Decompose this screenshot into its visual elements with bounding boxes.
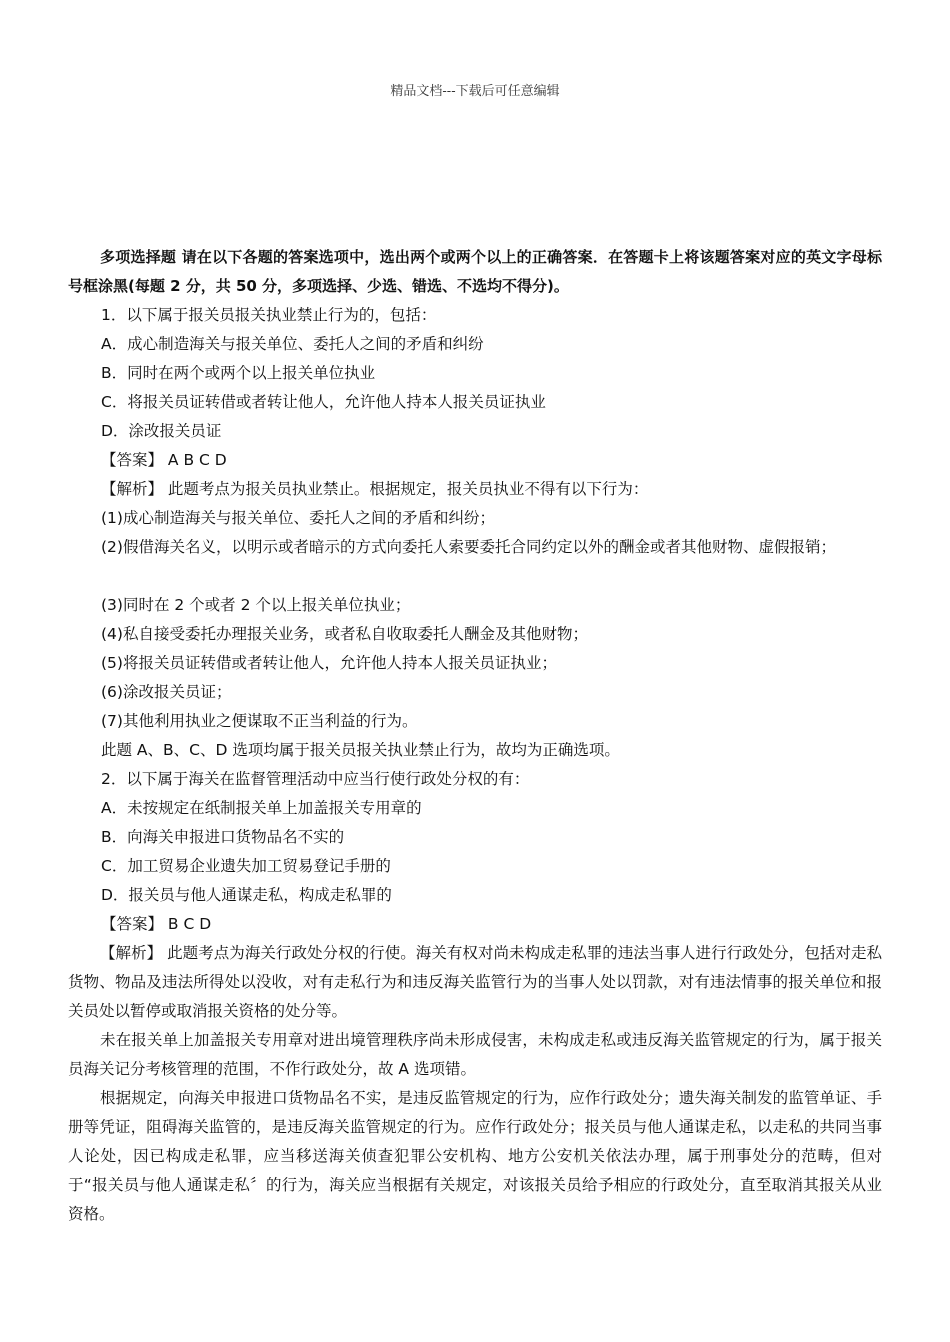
q1-item-6: (6)涂改报关员证； xyxy=(101,683,232,701)
page-header: 精品文档---下载后可任意编辑 xyxy=(390,84,560,99)
q1-stem: 1．以下属于报关员报关执业禁止行为的，包括： xyxy=(101,306,437,324)
q1-option-c: C．将报关员证转借或者转让他人，允许他人持本人报关员证执业 xyxy=(101,393,546,411)
q1-item-7: (7)其他利用执业之便谋取不正当利益的行为。 xyxy=(101,712,418,730)
section-intro: 多项选择题 请在以下各题的答案选项中，选出两个或两个以上的正确答案．在答题卡上将该题答案对应的英文字母标号框涂黑(每题 2 分，共 50 分，多项选择、少选、错选、不选均不得分)。 xyxy=(68,248,882,295)
q1-item-4: (4)私自接受委托办理报关业务，或者私自收取委托人酬金及其他财物； xyxy=(101,625,588,643)
q1-conclusion: 此题 A、B、C、D 选项均属于报关员报关执业禁止行为，故均为正确选项。 xyxy=(101,741,620,759)
spacer xyxy=(68,562,882,591)
q2-answer: 【答案】 B C D xyxy=(101,915,212,933)
q1-option-a: A．成心制造海关与报关单位、委托人之间的矛盾和纠纷 xyxy=(101,335,484,353)
q1-item-2: (2)假借海关名义，以明示或者暗示的方式向委托人索要委托合同约定以外的酬金或者其他财物、虚假报销； xyxy=(101,538,836,556)
q2-analysis: 【解析】 此题考点为海关行政处分权的行使。海关有权对尚未构成走私罪的违法当事人进行行政处分，包括对走私货物、物品及违法所得处以没收，对有走私行为和违反海关监管行为的当事人处以罚款，对有违法情事的报关单位和报关员处以暂停或取消报关资格的处分等。 xyxy=(68,944,882,1020)
q2-option-d: D．报关员与他人通谋走私，构成走私罪的 xyxy=(101,886,392,904)
q1-item-1: (1)成心制造海关与报关单位、委托人之间的矛盾和纠纷； xyxy=(101,509,495,527)
document-body xyxy=(68,243,882,1229)
q2-paragraph-3: 根据规定，向海关申报进口货物品名不实，是违反监管规定的行为，应作行政处分；遗失海关制发的监管单证、手册等凭证，阻碍海关监管的，是违反海关监管规定的行为。应作行政处分；报关员与他人通谋走私，以走私的共同当事人论处，因已构成走私罪，应当移送海关侦查犯罪公安机构、地方公安机关依法办理，属于刑事处分的范畴，但对于“报关员与他人通谋走私〞的行为，海关应当根据有关规定，对该报关员给予相应的行政处分，直至取消其报关从业资格。 xyxy=(68,1089,882,1223)
q2-paragraph-2: 未在报关单上加盖报关专用章对进出境管理秩序尚未形成侵害，未构成走私或违反海关监管规定的行为，属于报关员海关记分考核管理的范围，不作行政处分，故 A 选项错。 xyxy=(68,1031,882,1078)
q2-option-c: C．加工贸易企业遗失加工贸易登记手册的 xyxy=(101,857,391,875)
q1-option-d: D．涂改报关员证 xyxy=(101,422,222,440)
q1-option-b: B．同时在两个或两个以上报关单位执业 xyxy=(101,364,376,382)
q1-item-5: (5)将报关员证转借或者转让他人，允许他人持本人报关员证执业； xyxy=(101,654,557,672)
q2-option-a: A．未按规定在纸制报关单上加盖报关专用章的 xyxy=(101,799,422,817)
q1-item-3: (3)同时在 2 个或者 2 个以上报关单位执业； xyxy=(101,596,411,614)
q1-analysis: 【解析】 此题考点为报关员执业禁止。根据规定，报关员执业不得有以下行为： xyxy=(101,480,649,498)
q2-option-b: B．向海关申报进口货物品名不实的 xyxy=(101,828,345,846)
q2-stem: 2．以下属于海关在监督管理活动中应当行使行政处分权的有： xyxy=(101,770,530,788)
q1-answer: 【答案】 A B C D xyxy=(101,451,227,469)
